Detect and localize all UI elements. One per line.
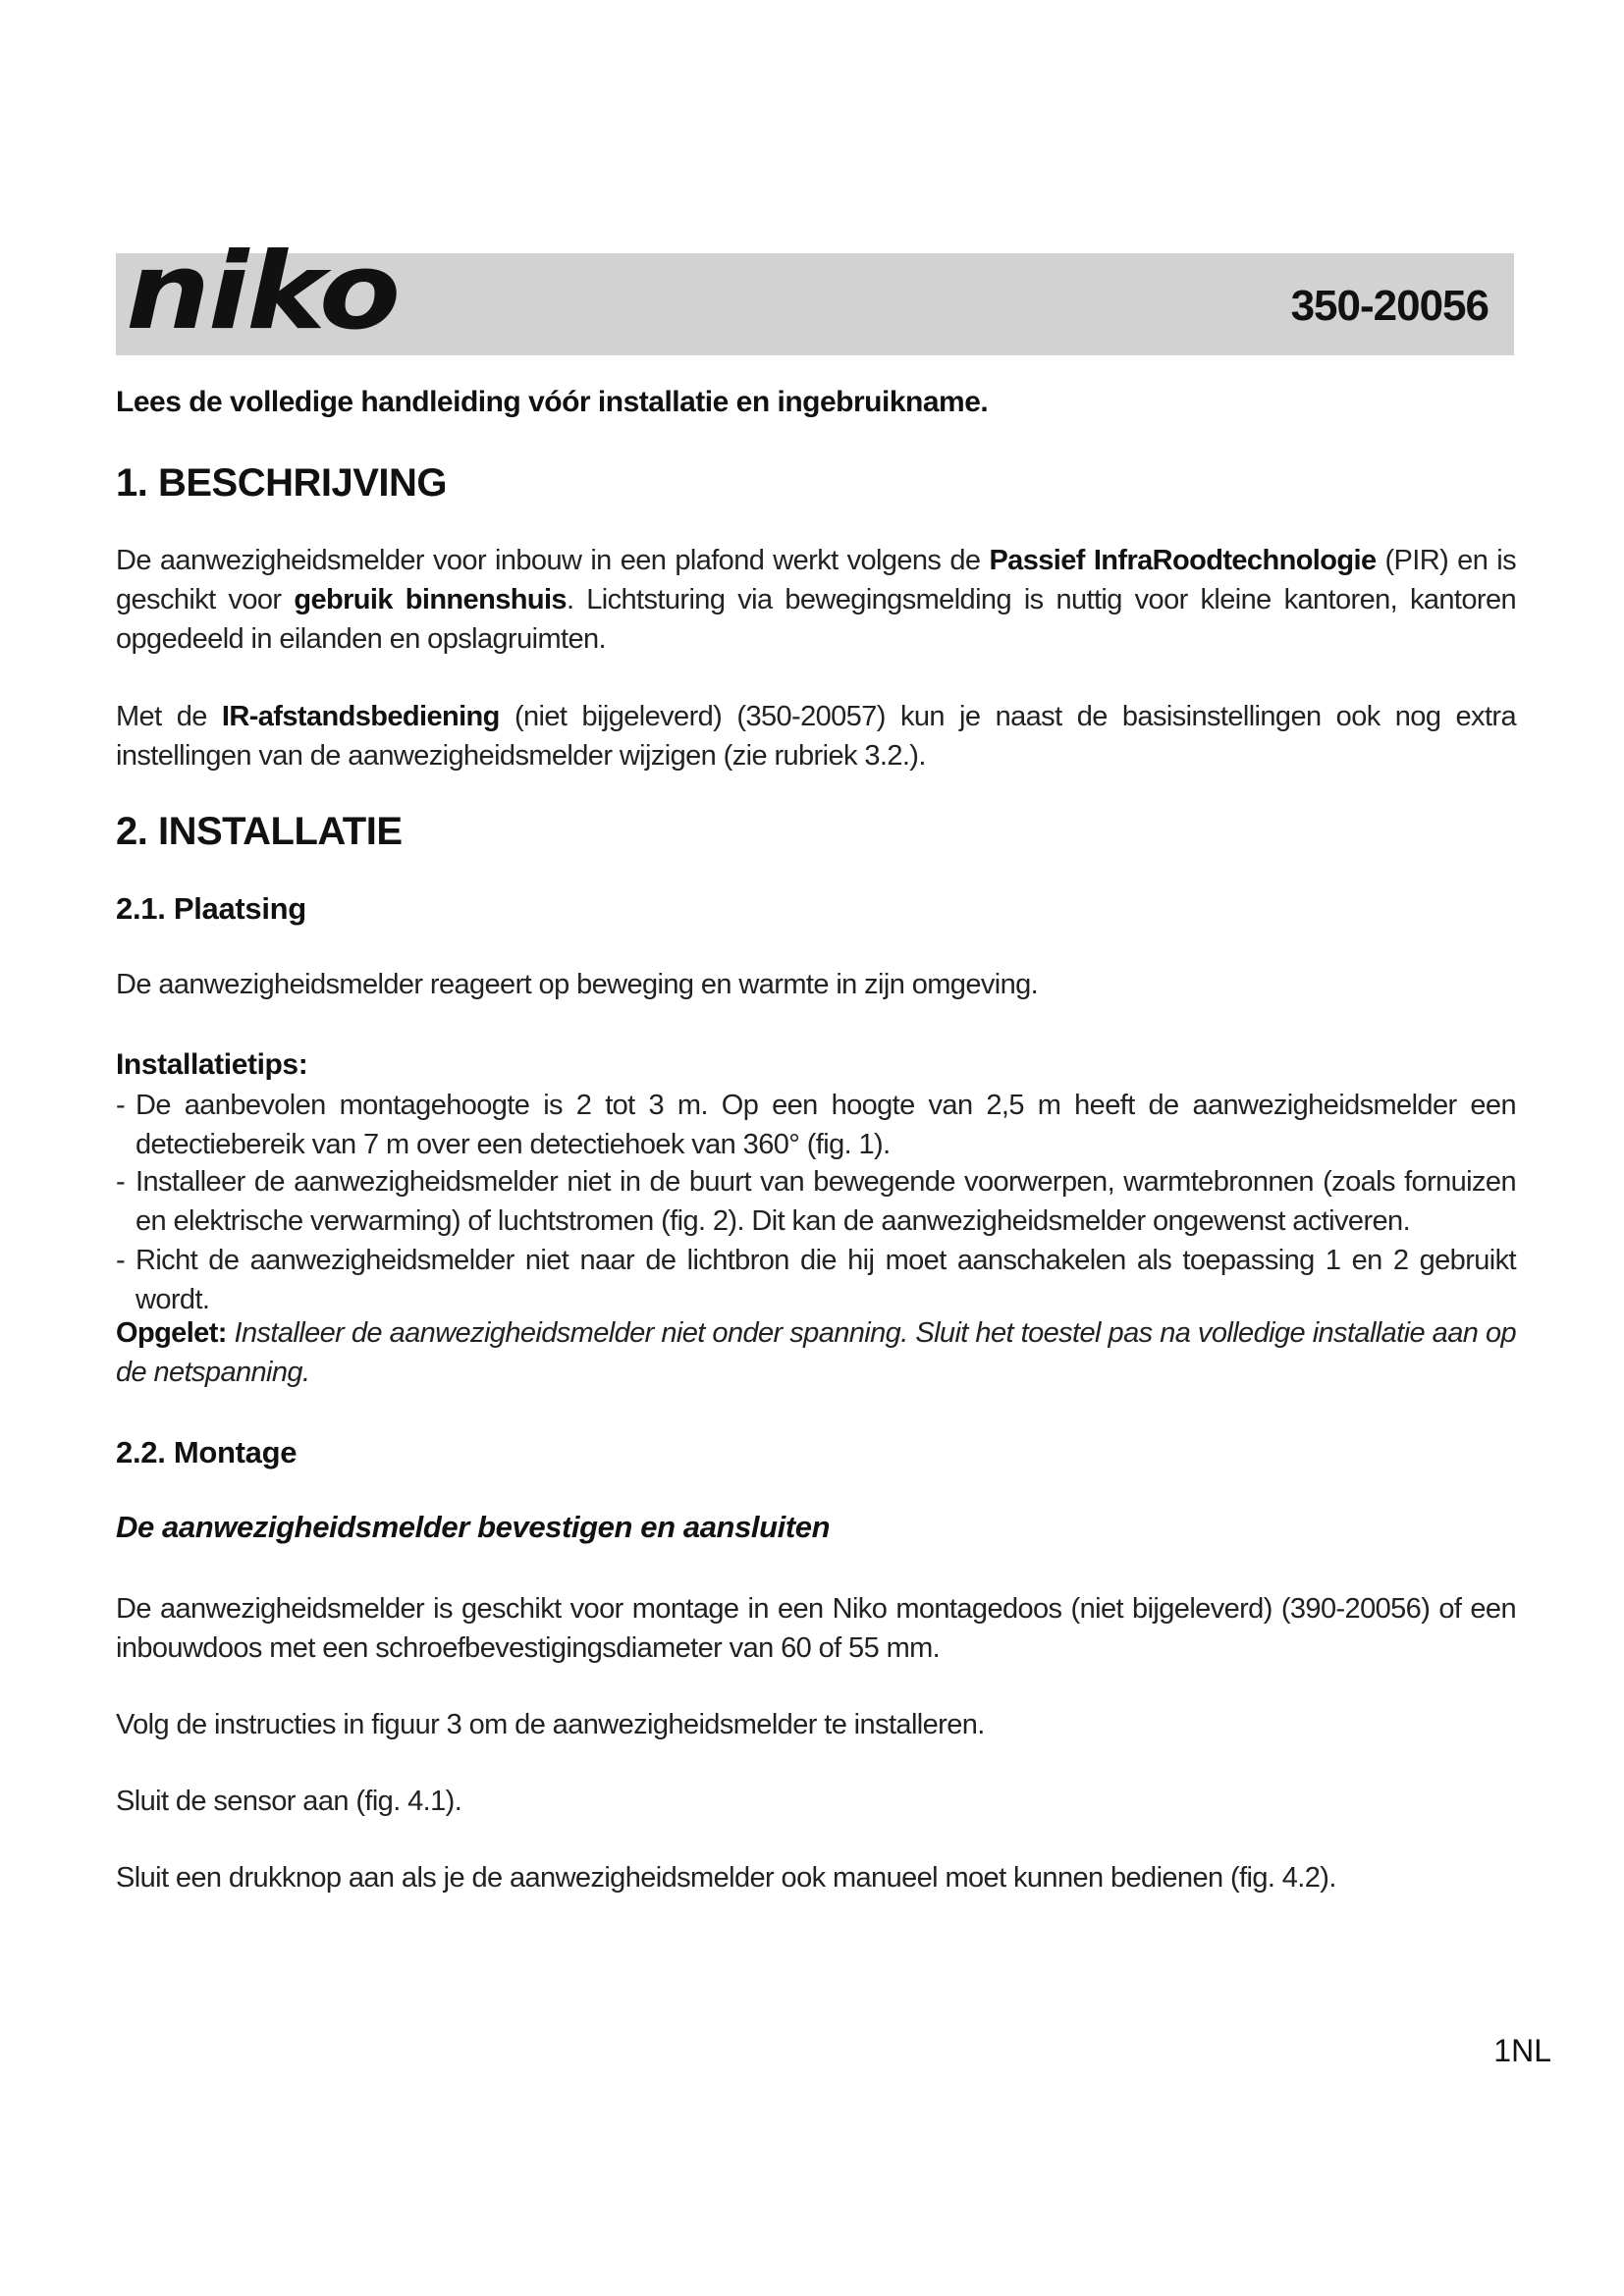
subsection-2-1-title: 2.1. Plaatsing xyxy=(116,891,306,926)
section-1-paragraph-1: De aanwezigheidsmelder voor inbouw in een plafond werkt volgens de Passief InfraRoodtechnologie (PIR) en is geschikt voor gebruik binnenshuis. Lichtsturing via bewegingsmelding is nuttig voor kleine kantoren, kantoren opgedeeld in eilanden en opslagruimten. xyxy=(116,545,1517,655)
section-1-title: 1. BESCHRIJVING xyxy=(116,461,448,505)
subsection-2-2-title: 2.2. Montage xyxy=(116,1435,298,1469)
installation-tip-3: - Richt de aanwezigheidsmelder niet naar de lichtbron die hij moet aanschakelen als toepassing 1 en 2 gebruikt wordt. xyxy=(116,1245,1516,1315)
installation-tip-2: - Installeer de aanwezigheidsmelder niet in de buurt van bewegende voorwerpen, warmtebronnen (zoals fornuizen en elektrische verwarming) of luchtstromen (fig. 2). Dit kan de aanwezigheidsmelder ongewenst activeren. xyxy=(116,1166,1516,1237)
section-2-title: 2. INSTALLATIE xyxy=(116,810,403,853)
mounting-paragraph-1: De aanwezigheidsmelder is geschikt voor montage in een Niko montagedoos (niet bijgeleverd) (390-20056) of een inbouwdoos met een schroefbevestigingsdiameter van 60 of 55 mm. xyxy=(116,1593,1516,1664)
mounting-paragraph-4: Sluit een drukknop aan als je de aanwezigheidsmelder ook manueel moet kunnen bedienen (fig. 4.2). xyxy=(116,1862,1336,1894)
product-code: 350-20056 xyxy=(1290,282,1489,330)
page-number: 1NL xyxy=(1493,2033,1551,2068)
installation-tip-1: - De aanbevolen montagehoogte is 2 tot 3 m. Op een hoogte van 2,5 m heeft de aanwezigheidsmelder een detectiebereik van 7 m over een detectiehoek van 360° (fig. 1). xyxy=(116,1090,1516,1160)
mounting-subtitle: De aanwezigheidsmelder bevestigen en aansluiten xyxy=(116,1510,831,1544)
mounting-paragraph-3: Sluit de sensor aan (fig. 4.1). xyxy=(116,1786,462,1817)
subsection-2-1-paragraph: De aanwezigheidsmelder reageert op beweging en warmte in zijn omgeving. xyxy=(116,969,1039,1000)
warning-note: Opgelet: Installeer de aanwezigheidsmelder niet onder spanning. Sluit het toestel pas na volledige installatie aan op de netspanning. xyxy=(116,1317,1516,1388)
section-1-paragraph-2: Met de IR-afstandsbediening (niet bijgeleverd) (350-20057) kun je naast de basisinstellingen ook nog extra instellingen van de aanwezigheidsmelder wijzigen (zie rubriek 3.2.). xyxy=(116,701,1516,772)
niko-logo: niko xyxy=(126,231,399,353)
installation-tips-title: Installatietips: xyxy=(116,1048,308,1081)
mounting-paragraph-2: Volg de instructies in figuur 3 om de aanwezigheidsmelder te installeren. xyxy=(116,1709,985,1740)
intro-notice: Lees de volledige handleiding vóór installatie en ingebruikname. xyxy=(116,386,989,418)
header-banner xyxy=(116,231,1514,355)
